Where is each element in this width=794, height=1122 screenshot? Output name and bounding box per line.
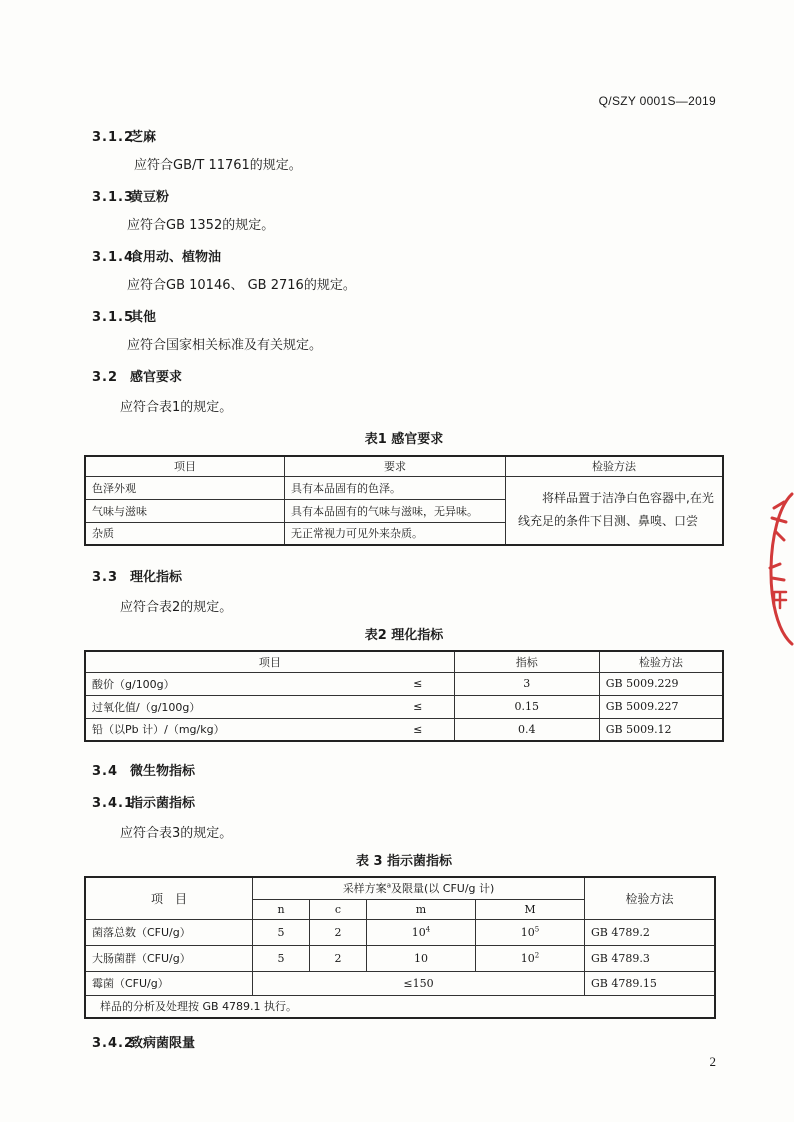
table-cell: 铅（以Pb 计）/（mg/kg） [85, 718, 382, 741]
section-title: 理化指标 [130, 570, 183, 585]
table-cell: 色泽外观 [85, 476, 285, 499]
table-cell-method: GB 4789.15 [585, 971, 716, 995]
table-header-cell: 项目 [85, 651, 454, 672]
page-number: 2 [709, 1054, 716, 1069]
exp-power: 4 [425, 924, 431, 933]
section-number: 3.1.3 [92, 190, 135, 205]
table-subheader-cell: M [476, 899, 585, 919]
table-cell-limit: ≤150 [253, 971, 585, 995]
table1-caption: 表1 感官要求 [364, 432, 444, 447]
table-cell: 5 [253, 945, 310, 971]
table-subheader-cell: n [253, 899, 310, 919]
table-cell: 过氧化值/（g/100g） [85, 695, 382, 718]
section-number: 3.1.4 [92, 250, 135, 265]
exp-power: 2 [534, 950, 540, 959]
table-header-cell: 项目 [85, 456, 285, 476]
table-header-cell: 指标 [454, 651, 599, 672]
section-heading-3-1-2 [92, 126, 156, 145]
section-heading-3-2 [92, 366, 182, 385]
section-number: 3.4.1 [92, 796, 135, 811]
table-header-cell-plan [253, 877, 585, 899]
section-text-3-1-5: 应符合国家相关标准及有关规定。 [127, 338, 323, 353]
table3 [84, 876, 716, 1019]
table-cell: 菌落总数（CFU/g） [85, 919, 253, 945]
table-header-row [85, 456, 723, 476]
exp-power: 5 [534, 924, 540, 933]
section-text-3-2: 应符合表1的规定。 [120, 400, 233, 415]
table-cell-method: GB 4789.3 [585, 945, 716, 971]
table-subheader-cell: m [367, 899, 476, 919]
table-cell-operator: ≤ [382, 672, 455, 695]
section-title: 指示菌指标 [130, 796, 196, 811]
table-header-cell: 检验方法 [585, 877, 716, 919]
table-header-cell: 要求 [285, 456, 506, 476]
table-cell [367, 945, 476, 971]
table-cell: 杂质 [85, 522, 285, 545]
section-heading-3-4-1 [92, 792, 195, 811]
table-cell-method: GB 5009.227 [599, 695, 723, 718]
section-heading-3-1-4 [92, 246, 221, 265]
table-cell: 具有本品固有的气味与滋味，无异味。 [285, 499, 506, 522]
table-cell: 酸价（g/100g） [85, 672, 382, 695]
table-header-cell: 检验方法 [506, 456, 724, 476]
seal-stamp-icon [752, 488, 794, 648]
document-code: Q/SZY 0001S—2019 [598, 94, 716, 108]
table1 [84, 455, 724, 546]
section-title: 黄豆粉 [130, 190, 170, 205]
table-cell-method: GB 5009.12 [599, 718, 723, 741]
table-row [85, 718, 723, 741]
exp-base: 10 [411, 925, 426, 939]
table-header-row [85, 877, 715, 899]
table-cell: 5 [253, 919, 310, 945]
section-text-3-1-4: 应符合GB 10146、 GB 2716的规定。 [127, 278, 356, 293]
table-cell-value: 0.4 [454, 718, 599, 741]
section-title: 感官要求 [130, 370, 183, 385]
table-cell-method: GB 5009.229 [599, 672, 723, 695]
plan-label: 采样方案 [342, 882, 387, 896]
table-header-cell: 项 目 [85, 877, 253, 919]
table2 [84, 650, 724, 742]
section-title: 食用动、植物油 [130, 250, 222, 265]
table-cell-operator: ≤ [382, 695, 455, 718]
section-number: 3.4.2 [92, 1036, 135, 1051]
table-cell: 2 [310, 945, 367, 971]
table3-caption: 表 3 指示菌指标 [355, 854, 453, 869]
table-note: 样品的分析及处理按 GB 4789.1 执行。 [85, 995, 715, 1018]
table-subheader-cell: c [310, 899, 367, 919]
table-cell [367, 919, 476, 945]
table-cell-value: 3 [454, 672, 599, 695]
table-note-row [85, 995, 715, 1018]
table-row [85, 971, 715, 995]
table-cell-method: 将样品置于洁净白色容器中,在光线充足的条件下目测、鼻嗅、口尝 [506, 476, 724, 545]
table-row [85, 695, 723, 718]
table-header-cell: 检验方法 [599, 651, 723, 672]
section-number: 3.1.2 [92, 130, 135, 145]
plan-label-rest: 及限量(以 CFU/g 计) [390, 882, 495, 896]
section-number: 3.1.5 [92, 310, 135, 325]
section-text-3-1-3: 应符合GB 1352的规定。 [127, 218, 275, 233]
table-cell-operator: ≤ [382, 718, 455, 741]
exp-base: 10 [520, 951, 535, 965]
section-title: 致病菌限量 [130, 1036, 196, 1051]
footnote-marker: a [386, 881, 391, 890]
table-cell: 气味与滋味 [85, 499, 285, 522]
table2-caption: 表2 理化指标 [364, 628, 444, 643]
section-number: 3.2 [92, 370, 119, 385]
table-cell-value: 0.15 [454, 695, 599, 718]
section-heading-3-3 [92, 566, 182, 585]
section-text-3-1-2: 应符合GB/T 11761的规定。 [134, 158, 302, 173]
table-cell: 霉菌（CFU/g） [85, 971, 253, 995]
section-number: 3.4 [92, 764, 119, 779]
exp-base: 10 [520, 925, 535, 939]
table-cell-method: GB 4789.2 [585, 919, 716, 945]
section-title: 其他 [130, 310, 157, 325]
section-heading-3-1-3 [92, 186, 169, 205]
table-row [85, 919, 715, 945]
section-heading-3-1-5 [92, 306, 156, 325]
table-cell: 2 [310, 919, 367, 945]
table-cell [476, 919, 585, 945]
section-heading-3-4-2 [92, 1032, 195, 1051]
section-title: 芝麻 [130, 130, 157, 145]
exp-base: 10 [414, 951, 428, 965]
table-row [85, 945, 715, 971]
section-title: 微生物指标 [130, 764, 196, 779]
table-cell: 无正常视力可见外来杂质。 [285, 522, 506, 545]
section-number: 3.3 [92, 570, 119, 585]
table-cell [476, 945, 585, 971]
table-row [85, 672, 723, 695]
section-text-3-3: 应符合表2的规定。 [120, 600, 233, 615]
section-heading-3-4 [92, 760, 195, 779]
table-cell: 大肠菌群（CFU/g） [85, 945, 253, 971]
section-text-3-4-1: 应符合表3的规定。 [120, 826, 233, 841]
table-row [85, 476, 723, 499]
table-header-row [85, 651, 723, 672]
table-cell: 具有本品固有的色泽。 [285, 476, 506, 499]
